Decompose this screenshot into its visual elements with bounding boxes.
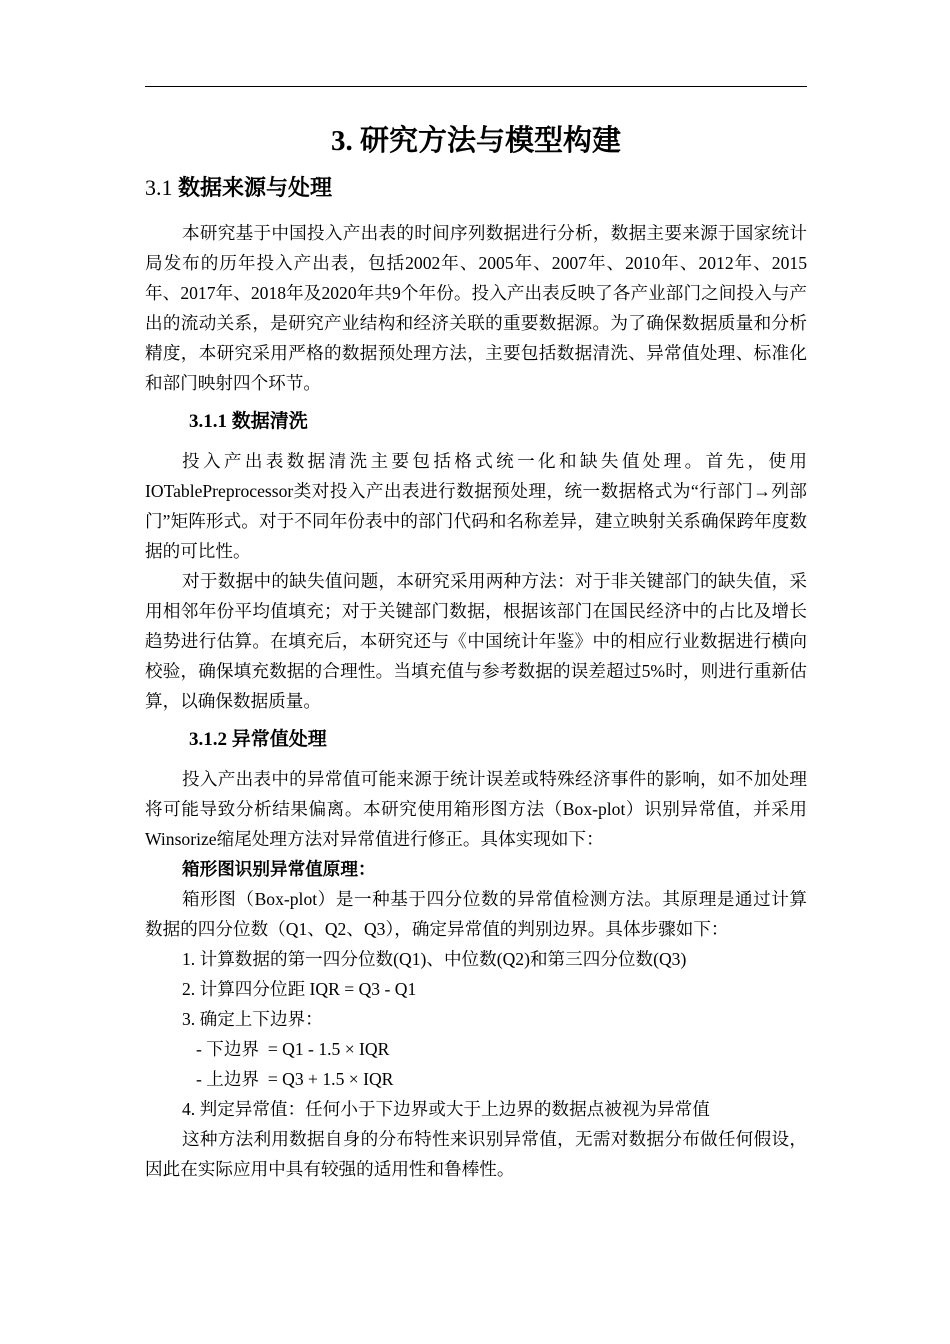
list-item-step-2: 2. 计算四分位距 IQR = Q3 - Q1 (182, 979, 417, 999)
paragraph-data-source: 本研究基于中国投入产出表的时间序列数据进行分析，数据主要来源于国家统计局发布的历年投入产出表，包括2002年、2005年、2007年、2010年、2012年、2015年、2017年、2018年及2020年共9个年份。投入产出表反映了各产业部门之间投入与产出的流动关系，是研究产业结构和经济关联的重要数据源。为了确保数据质量和分析精度，本研究采用严格的数据预处理方法，主要包括数据清洗、异常值处理、标准化和部门映射四个环节。 (145, 223, 807, 393)
header-rule (145, 86, 807, 87)
paragraph-boxplot: 箱形图（Box-plot）是一种基于四分位数的异常值检测方法。其原理是通过计算数据的四分位数（Q1、Q2、Q3），确定异常值的判别边界。具体步骤如下： (145, 889, 807, 939)
list-item-upper-bound: - 上边界 = Q3 + 1.5 × IQR (196, 1069, 394, 1089)
list-item-step-1: 1. 计算数据的第一四分位数(Q1)、中位数(Q2)和第三四分位数(Q3) (182, 949, 687, 969)
section-title: 数据来源与处理 (178, 175, 333, 200)
bold-label-boxplot: 箱形图识别异常值原理： (182, 859, 376, 879)
list-item-step-4: 4. 判定异常值：任何小于下边界或大于上边界的数据点被视为异常值 (182, 1099, 710, 1119)
list-item-step-3: 3. 确定上下边界： (182, 1009, 323, 1029)
paragraph-cleaning-1: 投入产出表数据清洗主要包括格式统一化和缺失值处理。首先，使用IOTablePreprocessor类对投入产出表进行数据预处理，统一数据格式为“行部门→列部门”矩阵形式。对于不同年份表中的部门代码和名称差异，建立映射关系确保跨年度数据的可比性。 (145, 451, 807, 561)
paragraph-boxplot-summary: 这种方法利用数据自身的分布特性来识别异常值，无需对数据分布做任何假设，因此在实际应用中具有较强的适用性和鲁棒性。 (145, 1129, 807, 1179)
document-body (145, 118, 807, 1184)
chapter-title: 3. 研究方法与模型构建 (330, 125, 621, 157)
paragraph-cleaning-2: 对于数据中的缺失值问题，本研究采用两种方法：对于非关键部门的缺失值，采用相邻年份平均值填充；对于关键部门数据，根据该部门在国民经济中的占比及增长趋势进行估算。在填充后，本研究还与《中国统计年鉴》中的相应行业数据进行横向校验，确保填充数据的合理性。当填充值与参考数据的误差超过5%时，则进行重新估算，以确保数据质量。 (145, 571, 807, 711)
section-heading-3-1 (145, 170, 807, 206)
paragraph-outliers-1: 投入产出表中的异常值可能来源于统计误差或特殊经济事件的影响，如不加处理将可能导致分析结果偏离。本研究使用箱形图方法（Box-plot）识别异常值，并采用Winsorize缩尾处理方法对异常值进行修正。具体实现如下： (145, 769, 807, 849)
subsection-heading-3-1-2: 3.1.2 异常值处理 (189, 729, 327, 750)
subsection-heading-3-1-1: 3.1.1 数据清洗 (189, 411, 308, 432)
list-item-lower-bound: - 下边界 = Q1 - 1.5 × IQR (196, 1039, 390, 1059)
section-number: 3.1 (145, 175, 173, 200)
